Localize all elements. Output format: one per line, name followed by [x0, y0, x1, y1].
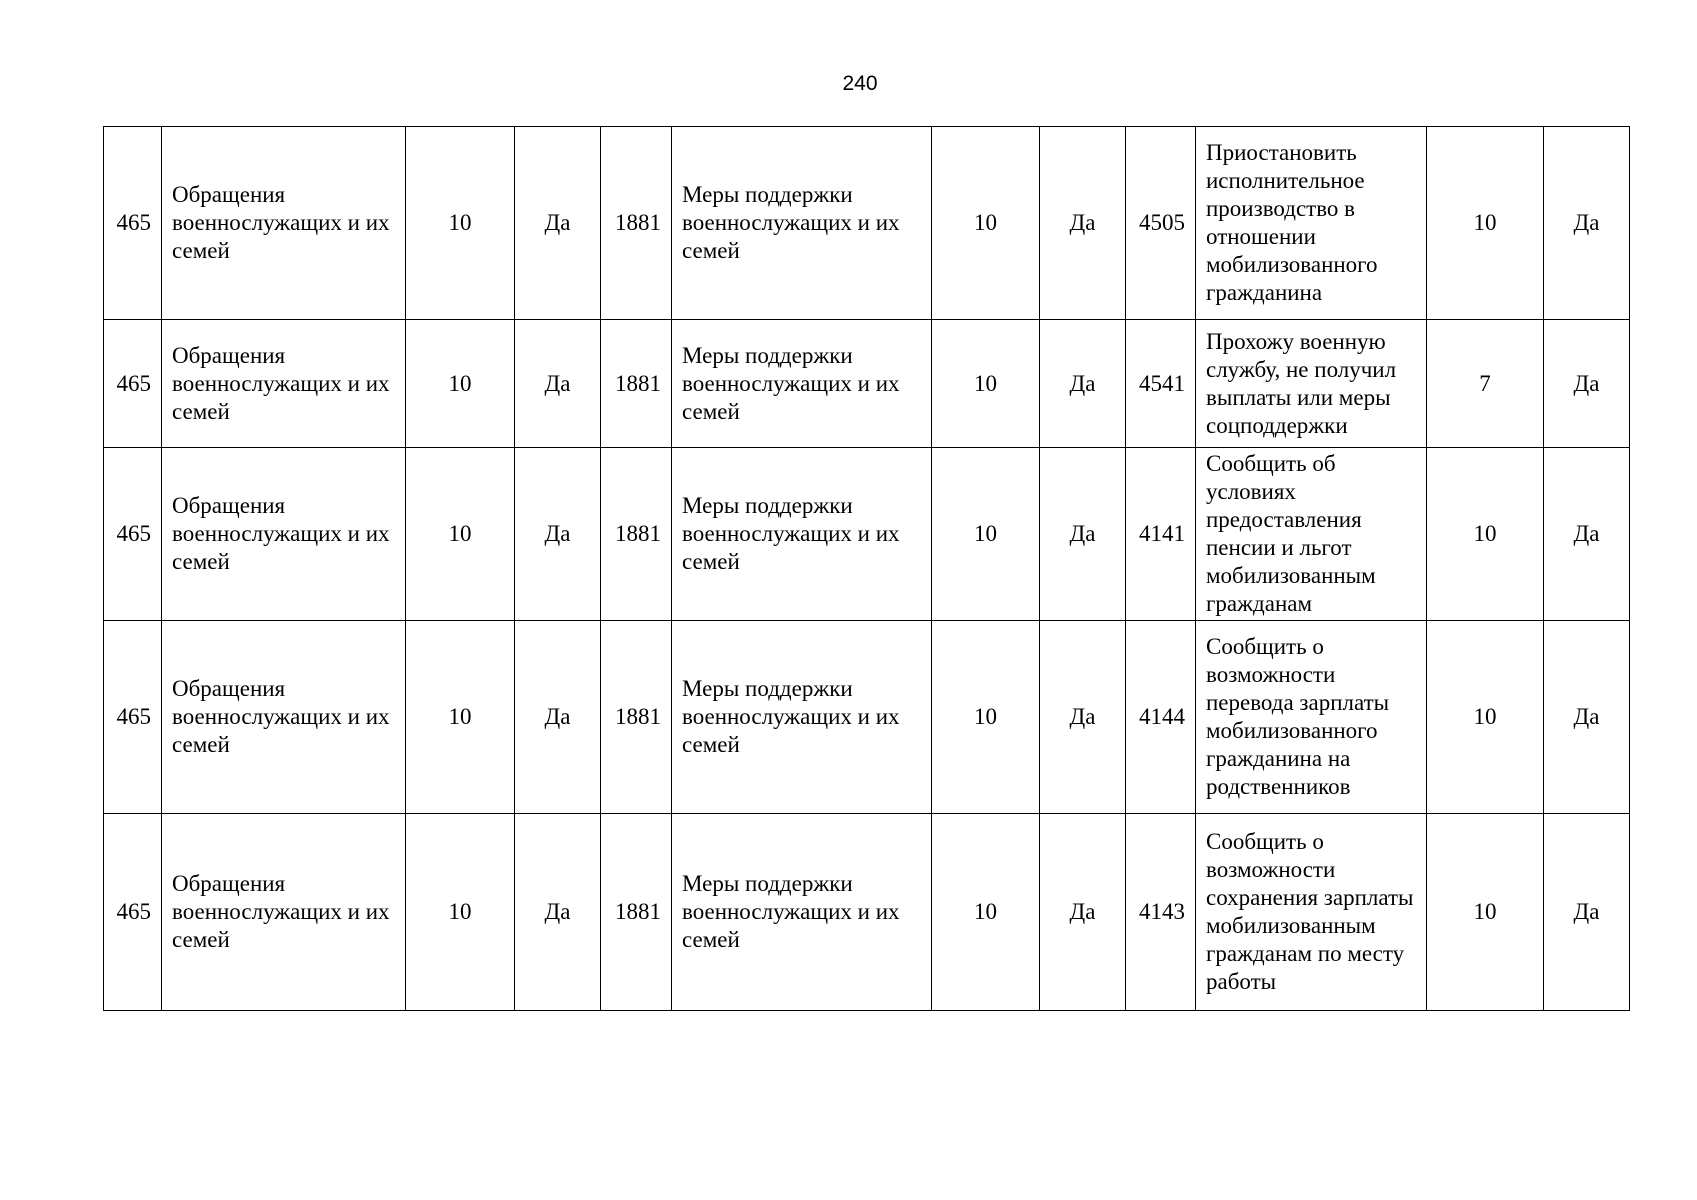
cell-value: 7	[1427, 320, 1544, 448]
cell-value: 10	[406, 320, 515, 448]
cell-value: 10	[406, 621, 515, 814]
table-row	[104, 621, 1630, 814]
cell-category: Обращения военнослужащих и их семей	[162, 814, 406, 1011]
cell-topic: Меры поддержки военнослужащих и их семей	[672, 127, 932, 320]
table-row	[104, 320, 1630, 448]
cell-value: 10	[406, 127, 515, 320]
cell-flag: Да	[515, 814, 601, 1011]
cell-flag: Да	[1040, 320, 1126, 448]
cell-code: 465	[104, 814, 162, 1011]
cell-flag: Да	[515, 448, 601, 621]
cell-question: Сообщить о возможности сохранения зарплаты мобилизованным гражданам по месту работы	[1196, 814, 1427, 1011]
data-table	[103, 126, 1630, 1011]
cell-code: 1881	[601, 814, 672, 1011]
cell-value: 10	[1427, 814, 1544, 1011]
cell-code: 4141	[1126, 448, 1196, 621]
cell-code: 465	[104, 621, 162, 814]
cell-topic: Меры поддержки военнослужащих и их семей	[672, 621, 932, 814]
cell-question: Приостановить исполнительное производство в отношении мобилизованного гражданина	[1196, 127, 1427, 320]
cell-flag: Да	[1040, 448, 1126, 621]
cell-value: 10	[1427, 448, 1544, 621]
cell-value: 10	[406, 814, 515, 1011]
cell-flag: Да	[1544, 814, 1630, 1011]
cell-value: 10	[406, 448, 515, 621]
cell-code: 1881	[601, 127, 672, 320]
cell-flag: Да	[1544, 127, 1630, 320]
table-row	[104, 448, 1630, 621]
cell-code: 4144	[1126, 621, 1196, 814]
cell-topic: Меры поддержки военнослужащих и их семей	[672, 448, 932, 621]
table-row	[104, 127, 1630, 320]
cell-flag: Да	[515, 621, 601, 814]
cell-value: 10	[932, 127, 1040, 320]
table-row	[104, 814, 1630, 1011]
cell-code: 4505	[1126, 127, 1196, 320]
cell-code: 465	[104, 448, 162, 621]
cell-code: 1881	[601, 320, 672, 448]
cell-value: 10	[932, 448, 1040, 621]
cell-value: 10	[932, 621, 1040, 814]
page-number: 240	[842, 72, 878, 95]
cell-flag: Да	[1040, 621, 1126, 814]
cell-value: 10	[932, 320, 1040, 448]
cell-flag: Да	[515, 127, 601, 320]
cell-category: Обращения военнослужащих и их семей	[162, 320, 406, 448]
cell-question: Сообщить об условиях предоставления пенсии и льгот мобилизованным гражданам	[1196, 448, 1427, 621]
cell-code: 465	[104, 320, 162, 448]
cell-flag: Да	[1040, 127, 1126, 320]
cell-flag: Да	[1544, 621, 1630, 814]
cell-topic: Меры поддержки военнослужащих и их семей	[672, 320, 932, 448]
cell-code: 1881	[601, 621, 672, 814]
cell-code: 4143	[1126, 814, 1196, 1011]
cell-code: 1881	[601, 448, 672, 621]
cell-code: 4541	[1126, 320, 1196, 448]
cell-flag: Да	[515, 320, 601, 448]
cell-category: Обращения военнослужащих и их семей	[162, 621, 406, 814]
cell-value: 10	[932, 814, 1040, 1011]
cell-value: 10	[1427, 621, 1544, 814]
cell-flag: Да	[1544, 320, 1630, 448]
cell-topic: Меры поддержки военнослужащих и их семей	[672, 814, 932, 1011]
cell-value: 10	[1427, 127, 1544, 320]
cell-flag: Да	[1544, 448, 1630, 621]
cell-code: 465	[104, 127, 162, 320]
cell-flag: Да	[1040, 814, 1126, 1011]
cell-question: Прохожу военную службу, не получил выплаты или меры соцподдержки	[1196, 320, 1427, 448]
cell-question: Сообщить о возможности перевода зарплаты мобилизованного гражданина на родственников	[1196, 621, 1427, 814]
cell-category: Обращения военнослужащих и их семей	[162, 127, 406, 320]
cell-category: Обращения военнослужащих и их семей	[162, 448, 406, 621]
